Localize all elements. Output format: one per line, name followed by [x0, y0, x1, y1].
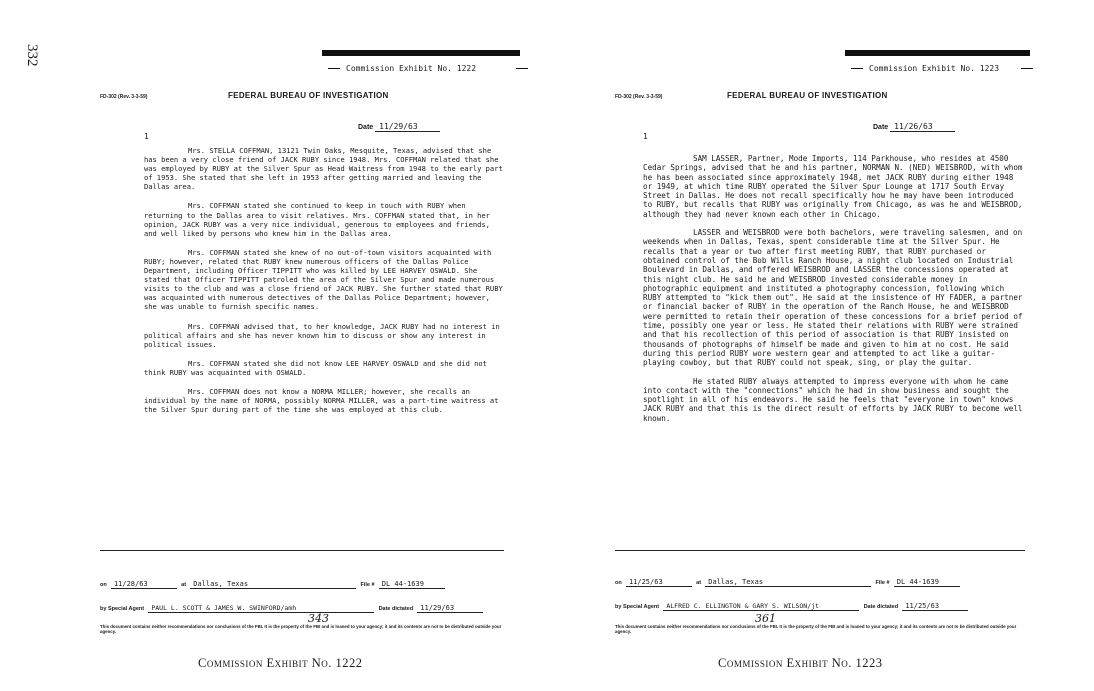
form-number: FD-302 (Rev. 3-3-59) — [100, 94, 148, 100]
date-value: 11/26/63 — [890, 122, 955, 132]
paragraph: Mrs. COFFMAN stated she continued to keep in touch with RUBY when returning to the Dallas area to visit relatives. Mrs. COFFMAN stated that, in her opinion, JACK RUBY was a very nice individual, generous to employees and friends, and well liked by persons who knew him in the Dallas area. — [144, 201, 490, 238]
divider — [100, 550, 504, 551]
paragraph: He stated RUBY always attempted to impress everyone with whom he came into contact with the "connections" which he had in show business and sought the spotlight in all of his endeavors. He said he feels that "everyone in town" knows JACK RUBY and that this is the direct result of efforts by JACK RUBY to become well known. — [643, 376, 1023, 423]
interview-line: on 11/28/63 at Dallas, Texas File # DL 44-1639 — [100, 580, 445, 589]
agency-title: FEDERAL BUREAU OF INVESTIGATION — [727, 91, 888, 100]
report-body — [643, 154, 1023, 432]
interview-date: 11/28/63 — [111, 580, 177, 589]
exhibit-caption: Commission Exhibit No. 1223 — [718, 656, 883, 670]
interview-line: on 11/25/63 at Dallas, Texas File # DL 44-1639 — [615, 578, 960, 587]
file-number: DL 44-1639 — [894, 578, 960, 587]
handwritten-number: 343 — [308, 612, 329, 625]
exhibit-caption: Commission Exhibit No. 1222 — [198, 656, 363, 670]
agent-line: by Special Agent PAUL L. SCOTT & JAMES W. SWINFORD/amh Date dictated 11/29/63 — [100, 604, 483, 613]
file-number: DL 44-1639 — [379, 580, 445, 589]
paragraph: Mrs. COFFMAN does not know a NORMA MILLER; however, she recalls an individual by the name of NORMA, possibly NORMA MILLER, was a part-time waitress at the Silver Spur during part of the time she was employed at this club. — [144, 386, 499, 415]
paragraph: LASSER and WEISBROD were both bachelors, were traveling salesmen, and on weekends when in Dallas, Texas, spent considerable time at the Silver Spur. He recalls that a year or two after first meeting RUBY, that RUBY purchased or obtained control of the Bob Wills Ranch House, a night club located on Industrial Boulevard in Dallas, and offered WEISBROD and LASSER the concessions operated at this night club. He said he and WEISBROD invested considerable money in photographic equipment and instituted a photography concession, following which RUBY attempted to "kick them out". He said at the insistence of HY FADER, a partner or financial backer of RUBY in the operation of the Ranch House, he and WEISBROD were permitted to retain their operation of these concessions for a brief period of time, possibly one year or less. He stated their relations with RUBY were strained and that his recollection of this period of association is that RUBY insisted on thousands of photographs of himself be made and given to him at no cost. He said during this period RUBY wore western gear and attempted to act like a guitar-playing cowboy, but that RUBY could not speak, sing, or play the guitar. — [643, 228, 1023, 368]
exhibit-header: Commission Exhibit No. 1223 — [845, 64, 1039, 73]
exhibit-1222-document — [100, 50, 520, 680]
report-date: Date 11/26/63 — [873, 122, 955, 131]
special-agents: PAUL L. SCOTT & JAMES W. SWINFORD/amh — [148, 604, 374, 613]
special-agents: ALFRED C. ELLINGTON & GARY S. WILSON/jt — [663, 602, 859, 611]
report-body — [144, 146, 504, 424]
handwritten-number: 361 — [755, 612, 776, 625]
paragraph: Mrs. STELLA COFFMAN, 13121 Twin Oaks, Mesquite, Texas, advised that she has been a very close friend of JACK RUBY since 1948. Mrs. COFFMAN related that she was employed by RUBY at the Silver Spur as Head Waitress from 1948 to the early part of 1953. She stated that she left in 1953 after getting married and leaving the Dallas area. — [144, 146, 503, 192]
header-bar — [322, 50, 520, 56]
page-number: 332 — [24, 44, 40, 67]
paragraph-number: 1 — [643, 132, 648, 141]
exhibit-header: Commission Exhibit No. 1222 — [322, 64, 534, 73]
interview-place: Dallas, Texas — [190, 580, 356, 589]
paragraph: Mrs. COFFMAN stated she did not know LEE HARVEY OSWALD and she did not think RUBY was acquainted with OSWALD. — [144, 358, 487, 377]
fine-print: This document contains neither recommendations nor conclusions of the FBI. It is the property of the FBI and is loaned to your agency; it and its contents are not to be distributed outside your agency. — [615, 624, 1017, 635]
form-number: FD-302 (Rev. 3-3-59) — [615, 94, 663, 100]
fine-print: This document contains neither recommendations nor conclusions of the FBI. It is the property of the FBI and is loaned to your agency; it and its contents are not to be distributed outside your agency. — [100, 624, 502, 635]
paragraph: Mrs. COFFMAN stated she knew of no out-of-town visitors acquainted with RUBY; however, related that RUBY knew numerous officers of the Dallas Police Department, including Officer TIPPITT who was killed by LEE HARVEY OSWALD. She stated that Officer TIPPITT patroled the area of the Silver Spur and made numerous visits to the club and was a close friend of JACK RUBY. She further stated that RUBY was acquainted with numerous detectives of the Dallas Police Department; however, she was unable to furnish specific names. — [144, 247, 503, 312]
dictated-date: 11/25/63 — [902, 602, 968, 611]
paragraph: SAM LASSER, Partner, Mode Imports, 114 Parkhouse, who resides at 4500 Cedar Springs, advised that he and his partner, NORMAN N. (NED) WEISBROD, with whom he has been associated since approximately 1948, met JACK RUBY during either 1948 or 1949, at which time RUBY operated the Silver Spur Lounge at 1717 South Ervay Street in Dallas. He does not recall specifically how he may have been introduced to RUBY, but recalls that RUBY was originally from Chicago, as was he and WEISBROD, although they had never known each other in Chicago. — [643, 154, 1023, 219]
dictated-date: 11/29/63 — [417, 604, 483, 613]
date-value: 11/29/63 — [375, 122, 440, 132]
header-bar — [845, 50, 1030, 56]
exhibit-1223-document — [615, 50, 1030, 680]
agency-title: FEDERAL BUREAU OF INVESTIGATION — [228, 91, 389, 100]
interview-place: Dallas, Texas — [705, 578, 871, 587]
paragraph: Mrs. COFFMAN advised that, to her knowledge, JACK RUBY had no interest in political affairs and she has never known him to discuss or show any interest in political issues. — [144, 321, 500, 349]
paragraph-number: 1 — [144, 132, 149, 141]
interview-date: 11/25/63 — [626, 578, 692, 587]
report-date: Date 11/29/63 — [358, 122, 440, 131]
agent-line: by Special Agent ALFRED C. ELLINGTON & GARY S. WILSON/jt Date dictated 11/25/63 — [615, 602, 968, 611]
divider — [615, 550, 1025, 551]
